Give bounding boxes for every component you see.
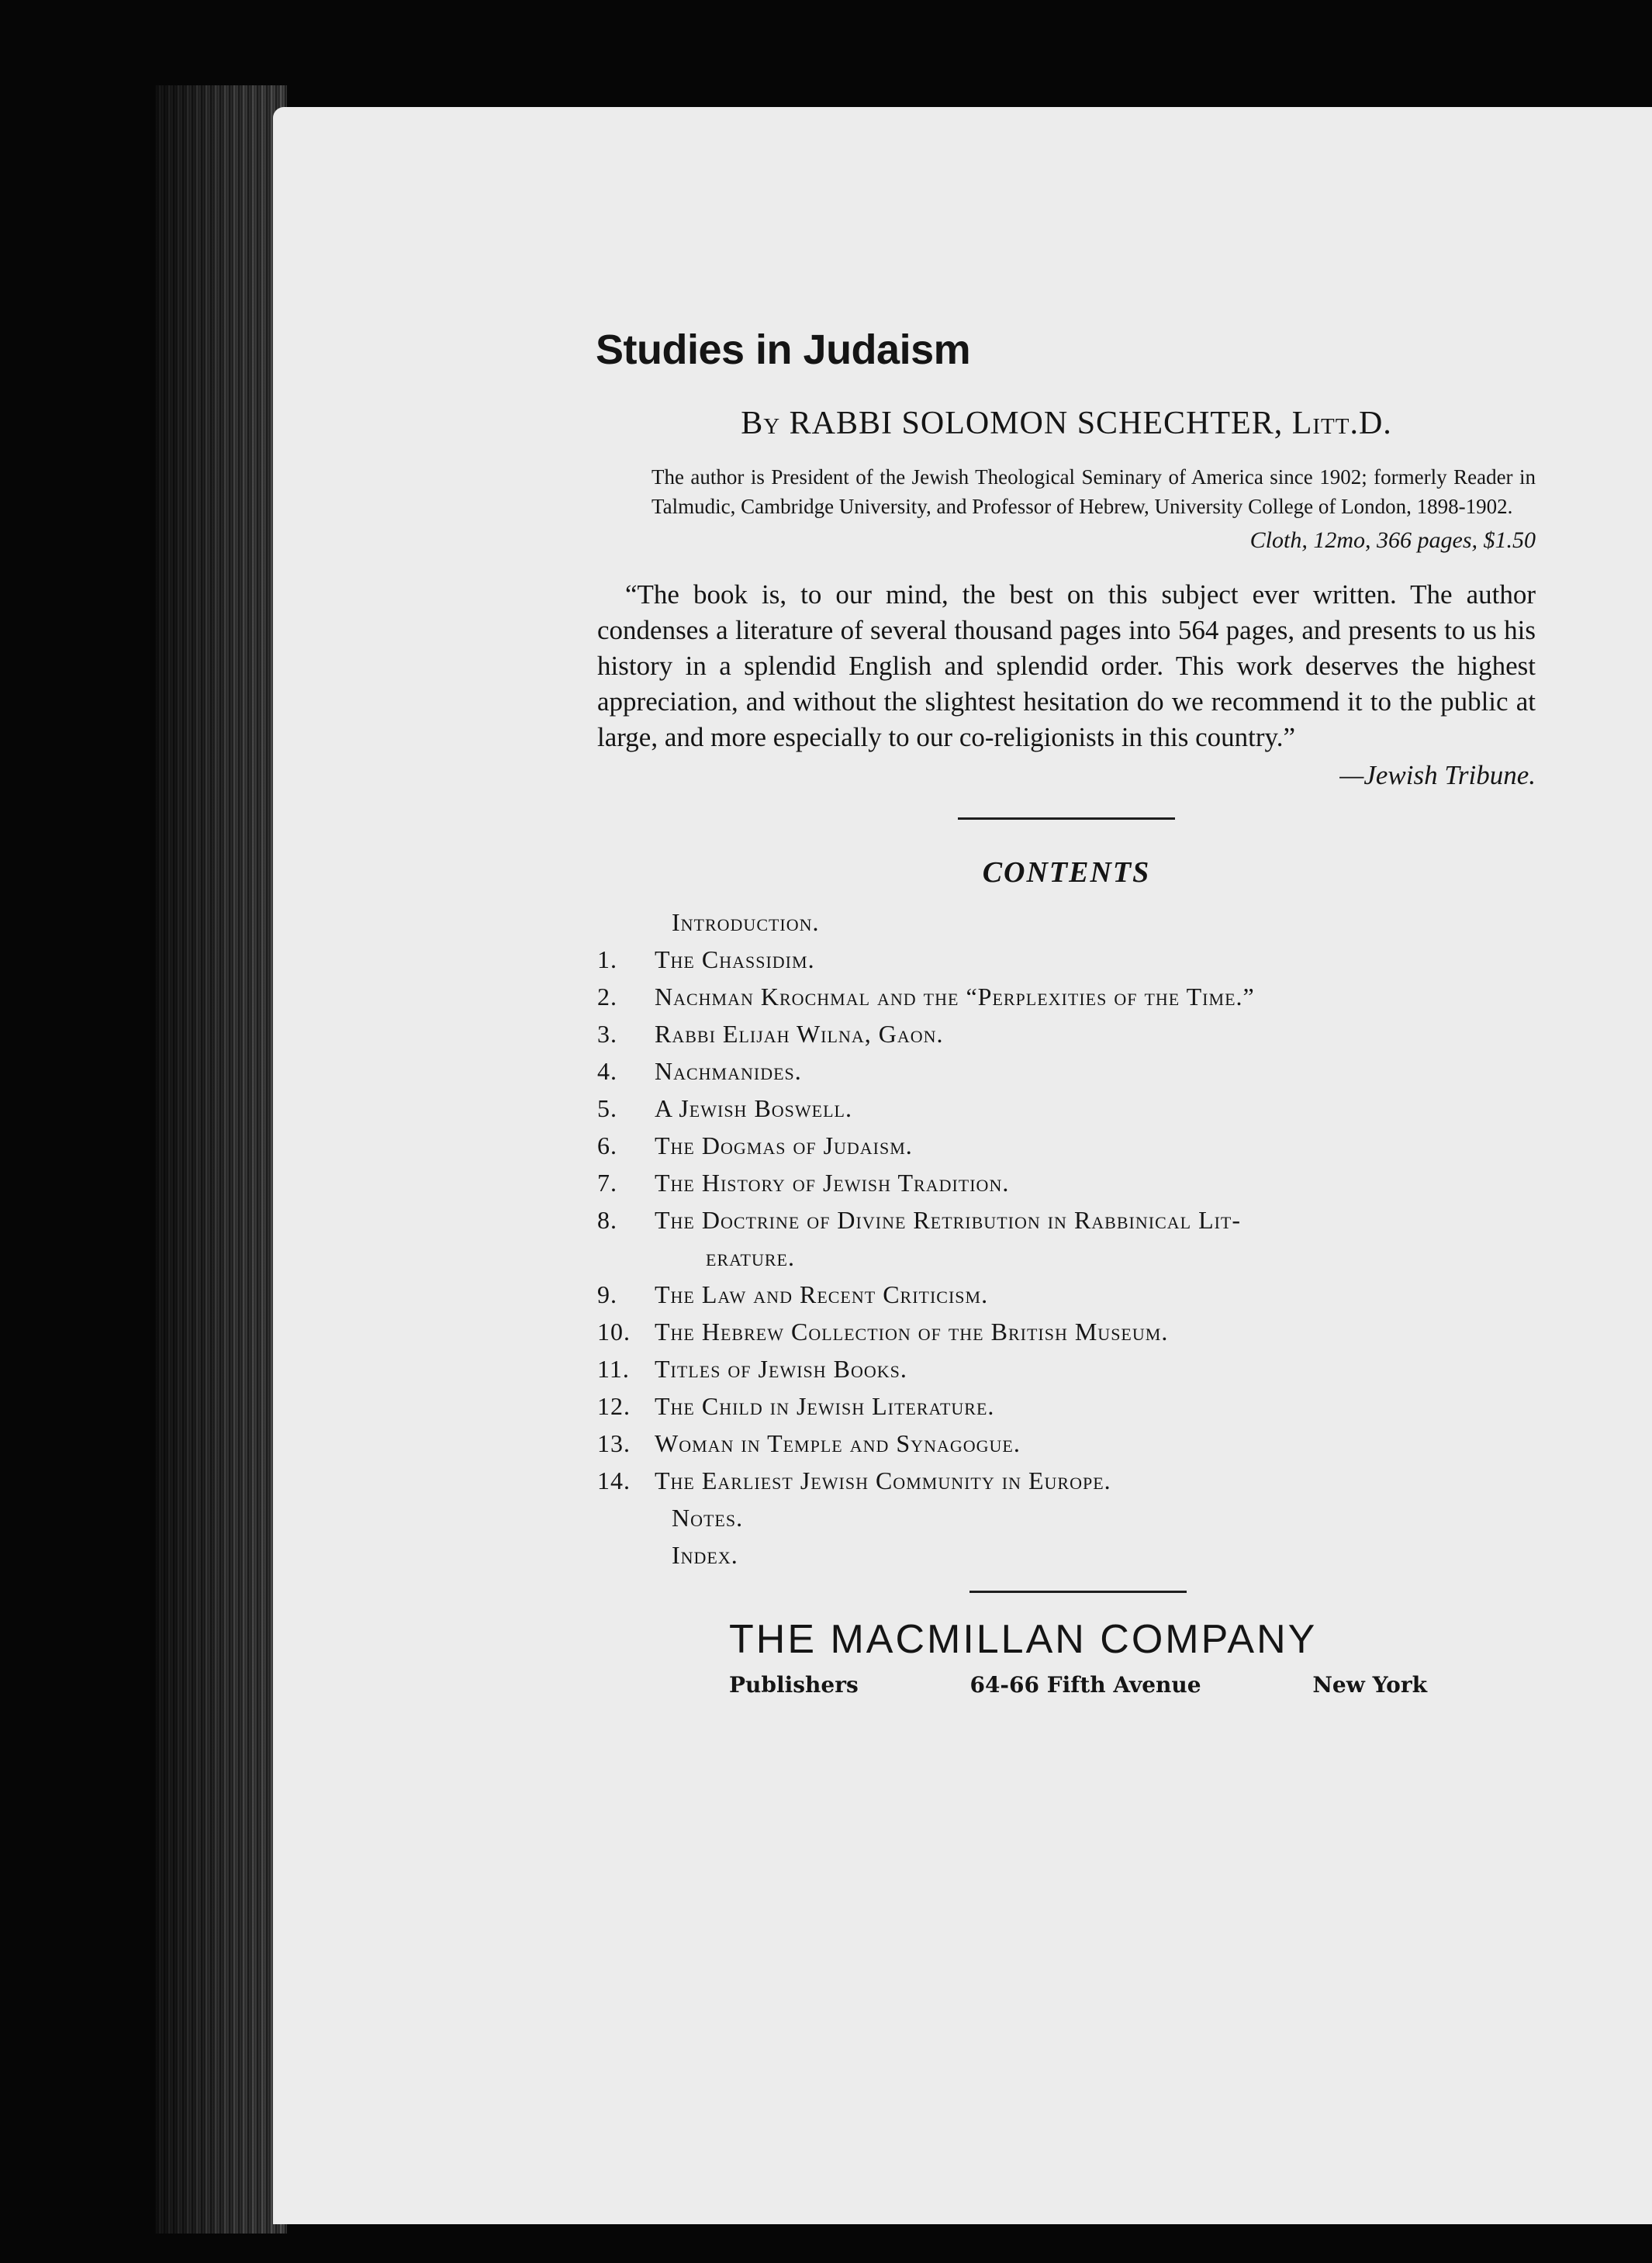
publisher-details <box>729 1672 1427 1698</box>
author-by: By <box>741 406 781 441</box>
list-item <box>597 978 1536 1015</box>
item-title: The Chassidim. <box>655 945 815 973</box>
item-number: 12. <box>597 1392 631 1420</box>
list-item <box>597 1350 1536 1387</box>
item-title-continuation: erature. <box>706 1243 795 1271</box>
item-number: 6. <box>597 1132 617 1159</box>
publisher-role: Publishers <box>729 1672 859 1698</box>
list-item <box>597 1387 1536 1425</box>
item-number: 7. <box>597 1169 617 1197</box>
list-item <box>597 1164 1536 1201</box>
item-title: The Law and Recent Criticism. <box>655 1280 989 1308</box>
list-item <box>597 1201 1536 1276</box>
price-line: Cloth, 12mo, 366 pages, $1.50 <box>1249 527 1536 553</box>
list-item <box>597 1313 1536 1350</box>
author-line <box>597 405 1536 442</box>
publisher-name: THE MACMILLAN COMPANY <box>729 1617 1318 1662</box>
list-item <box>597 941 1536 978</box>
item-number: 14. <box>597 1467 631 1494</box>
item-title-line: The Doctrine of Divine Retribution in Rabbinical Lit- <box>655 1206 1242 1234</box>
item-number: 2. <box>597 983 617 1011</box>
item-title: Index. <box>672 1541 738 1569</box>
item-title: Notes. <box>672 1504 744 1532</box>
review-quote: “The book is, to our mind, the best on this subject ever written. The author condenses a literature of several thousand pages into 564 pages, and presents to us his history in a splendid English and splendid order. This work deserves the highest appreciation, and without the slightest hesitation do we recommend it to the public at large, and more especially to our co-religionists in this country.” <box>597 579 1536 752</box>
author-bio: The author is President of the Jewish Theological Seminary of America since 1902; formerly Reader in Talmudic, Cambridge University, and Professor of Hebrew, University College of London, 1898-1902. <box>651 465 1536 518</box>
item-number: 5. <box>597 1094 617 1122</box>
book-title: Studies in Judaism <box>596 326 971 373</box>
divider-rule <box>969 1591 1187 1593</box>
advertisement-content <box>597 326 1536 1698</box>
item-title: Nachmanides. <box>655 1057 802 1085</box>
item-number: 4. <box>597 1057 617 1085</box>
item-title: Woman in Temple and Synagogue. <box>655 1429 1021 1457</box>
item-title: The History of Jewish Tradition. <box>655 1169 1010 1197</box>
item-title: Introduction. <box>672 908 820 936</box>
item-title: Nachman Krochmal and the “Perplexities of the Time.” <box>655 983 1255 1011</box>
page-edge-shade <box>155 85 287 2234</box>
list-item <box>597 1462 1536 1499</box>
item-title: The Dogmas of Judaism. <box>655 1132 913 1159</box>
list-item <box>597 1052 1536 1090</box>
contents-heading: CONTENTS <box>982 856 1151 889</box>
list-item <box>597 903 1536 941</box>
item-title: The Hebrew Collection of the British Museum. <box>655 1318 1169 1346</box>
review-source: —Jewish Tribune. <box>1339 760 1536 790</box>
divider-rule <box>958 817 1175 820</box>
item-number: 3. <box>597 1020 617 1048</box>
list-item <box>597 1090 1536 1127</box>
item-number: 8. <box>597 1206 617 1234</box>
item-title: Titles of Jewish Books. <box>655 1355 907 1383</box>
item-title: Rabbi Elijah Wilna, Gaon. <box>655 1020 944 1048</box>
author-degree: Litt.D. <box>1291 406 1392 441</box>
item-number: 11. <box>597 1355 630 1383</box>
author-name: RABBI SOLOMON SCHECHTER, <box>789 406 1284 441</box>
item-title: The Earliest Jewish Community in Europe. <box>655 1467 1111 1494</box>
item-number: 13. <box>597 1429 631 1457</box>
list-item <box>597 1127 1536 1164</box>
item-title: A Jewish Boswell. <box>655 1094 852 1122</box>
item-number: 9. <box>597 1280 617 1308</box>
publisher-city: New York <box>1312 1672 1427 1698</box>
item-title <box>655 1201 1536 1276</box>
publisher-address: 64-66 Fifth Avenue <box>969 1672 1201 1698</box>
list-item <box>597 1015 1536 1052</box>
item-title: The Child in Jewish Literature. <box>655 1392 995 1420</box>
item-number: 10. <box>597 1318 631 1346</box>
list-item <box>597 1425 1536 1462</box>
list-item <box>597 1499 1536 1536</box>
item-number: 1. <box>597 945 617 973</box>
list-item <box>597 1536 1536 1574</box>
list-item <box>597 1276 1536 1313</box>
contents-list <box>597 903 1536 1574</box>
